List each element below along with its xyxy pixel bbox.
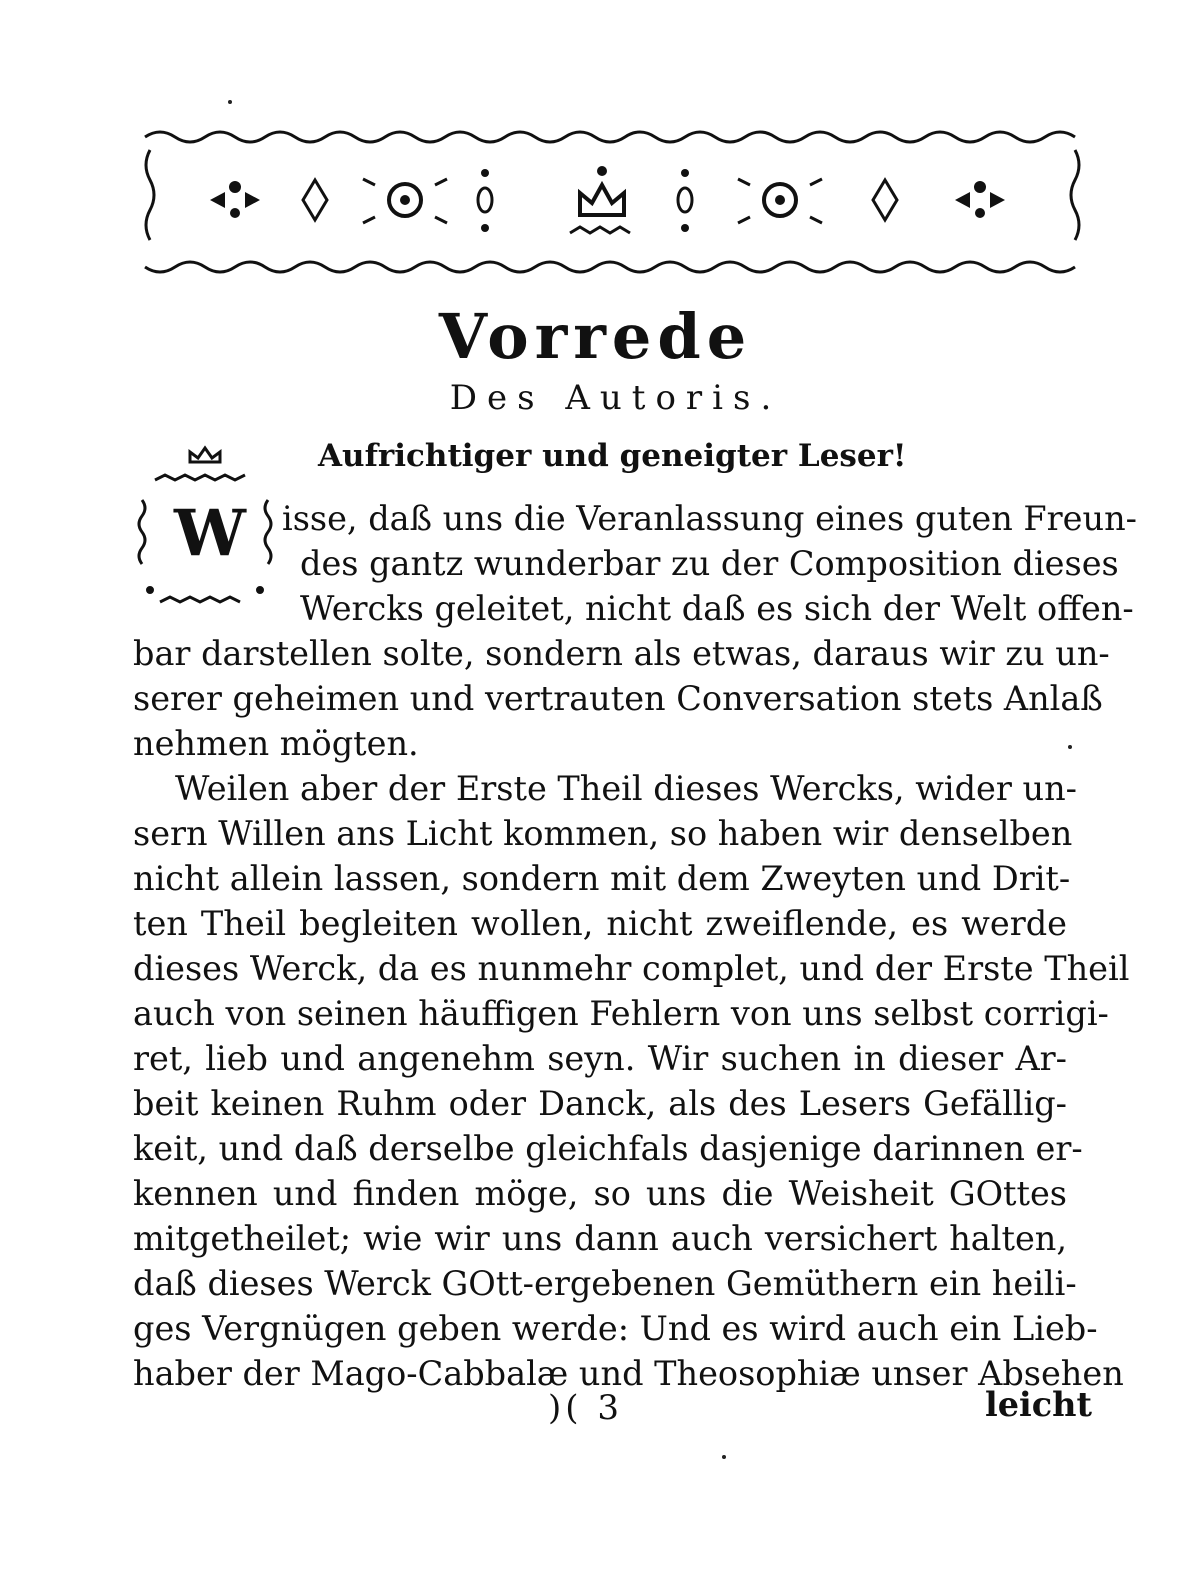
text-line: ret, lieb und angenehm seyn. Wir suchen in dieser Ar- (133, 1039, 1067, 1078)
ornament-icon (140, 125, 1085, 280)
ink-speck (1068, 745, 1072, 749)
text-line: isse, daß uns die Veranlassung eines guten Freun- (282, 499, 1137, 538)
initial-letter: W (174, 496, 246, 571)
ink-speck (722, 1455, 726, 1459)
catchword: leicht (985, 1385, 1092, 1424)
page-subtitle: Des Autoris. (449, 378, 782, 418)
salutation: Aufrichtiger und geneigter Leser! (318, 438, 907, 474)
text-line: mitgetheilet; wie wir uns dann auch versichert halten, (133, 1219, 1067, 1258)
text-line: bar darstellen solte, sondern als etwas, daraus wir zu un- (133, 634, 1110, 673)
text-line: serer geheimen und vertrauten Conversation stets Anlaß (133, 679, 1103, 718)
text-line: des gantz wunderbar zu der Composition dieses (300, 544, 1119, 583)
page-title: Vorrede (438, 300, 753, 373)
text-line: daß dieses Werck GOtt-ergebenen Gemüthern ein heili- (133, 1264, 1077, 1303)
ink-speck (228, 100, 232, 104)
text-line: nehmen mögten. (133, 724, 419, 763)
text-line: Wercks geleitet, nicht daß es sich der Welt offen- (300, 589, 1134, 628)
signature-mark: )( 3 (548, 1388, 623, 1428)
text-line: auch von seinen häuffigen Fehlern von uns selbst corrigi- (133, 994, 1109, 1033)
text-line: dieses Werck, da es nunmehr complet, und der Erste Theil (133, 949, 1130, 988)
text-line: sern Willen ans Licht kommen, so haben wir denselben (133, 814, 1073, 853)
text-line: haber der Mago-Cabbalæ und Theosophiæ unser Absehen (133, 1354, 1124, 1393)
text-line: ges Vergnügen geben werde: Und es wird auch ein Lieb- (133, 1309, 1098, 1348)
ornamental-header-band (140, 125, 1085, 280)
text-line: ten Theil begleiten wollen, nicht zweiflende, es werde (133, 904, 1067, 943)
text-line: keit, und daß derselbe gleichfals dasjenige darinnen er- (133, 1129, 1083, 1168)
text-line: beit keinen Ruhm oder Danck, als des Lesers Gefällig- (133, 1084, 1067, 1123)
text-line: nicht allein lassen, sondern mit dem Zweyten und Drit- (133, 859, 1071, 898)
text-line: Weilen aber der Erste Theil dieses Wercks, wider un- (175, 769, 1077, 808)
text-line: kennen und finden möge, so uns die Weisheit GOttes (133, 1174, 1067, 1213)
